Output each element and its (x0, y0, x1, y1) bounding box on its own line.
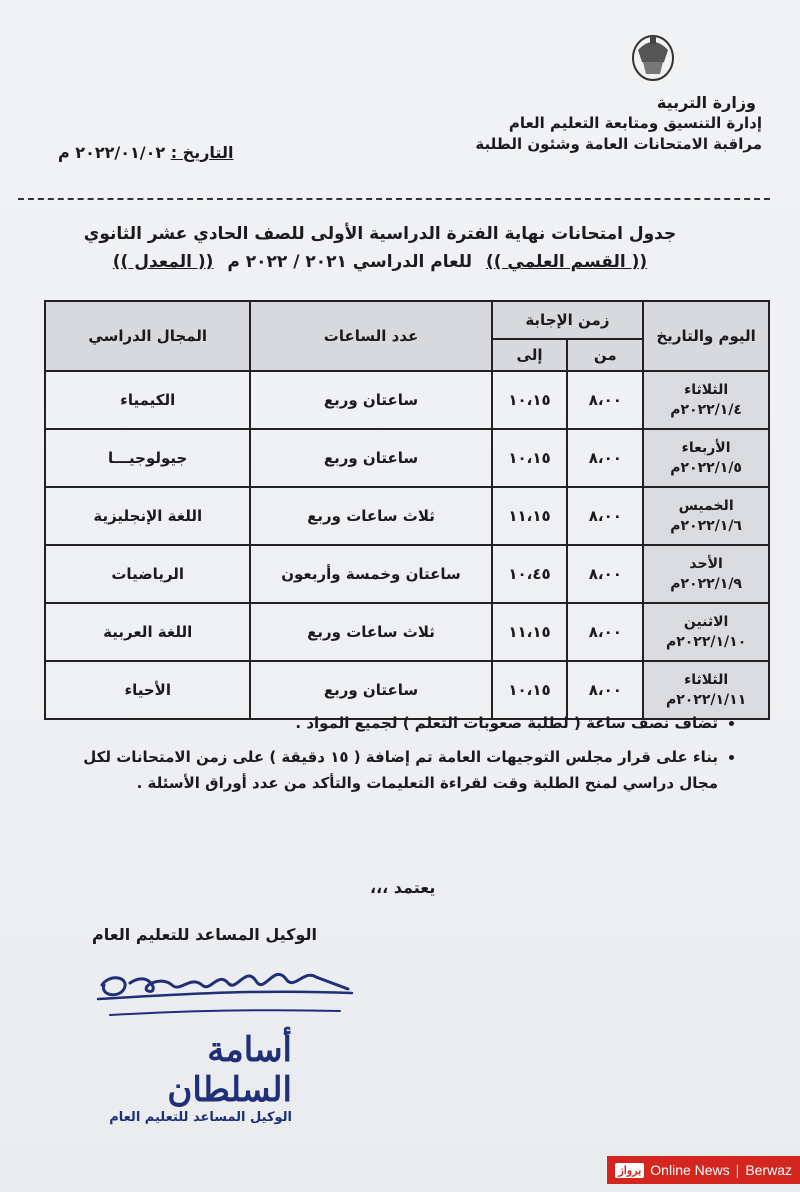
hours-cell: ساعتان وربع (250, 661, 491, 719)
table-row (45, 603, 769, 661)
from-cell: ٨،٠٠ (567, 603, 643, 661)
day-name: الثلاثاء (684, 672, 729, 688)
watermark-brand-name: Berwaz (745, 1162, 792, 1178)
to-cell: ١٠،١٥ (492, 371, 568, 429)
watermark-brand-en: Online News (650, 1162, 730, 1178)
department-name: إدارة التنسيق ومتابعة التعليم العام (508, 114, 762, 132)
date-value: ٢٠٢٢/٠١/٠٢ م (58, 143, 166, 162)
day-cell (643, 545, 769, 603)
header-to: إلى (492, 339, 568, 371)
watermark-separator: | (735, 1162, 740, 1178)
hours-cell: ثلاث ساعات وربع (250, 487, 491, 545)
title-modified: (( المعدل )) (112, 252, 214, 272)
approval-text: يعتمد ،،، (370, 878, 436, 897)
table-row (45, 545, 769, 603)
to-cell: ١٠،١٥ (492, 661, 568, 719)
to-cell: ١١،١٥ (492, 487, 568, 545)
hours-cell: ساعتان وخمسة وأربعون (250, 545, 491, 603)
title-line-2 (60, 248, 700, 276)
title-section: (( القسم العلمي )) (485, 252, 648, 272)
subject-cell: اللغة الإنجليزية (45, 487, 250, 545)
title-year: للعام الدراسي ٢٠٢١ / ٢٠٢٢ م (227, 252, 473, 272)
day-date: ٢٠٢٢/١/١٠م (665, 634, 747, 650)
subject-cell: اللغة العربية (45, 603, 250, 661)
header-hours: عدد الساعات (250, 301, 491, 371)
to-cell: ١٠،١٥ (492, 429, 568, 487)
subject-cell: جيولوجيـــا (45, 429, 250, 487)
day-cell (643, 603, 769, 661)
note-item: • بناء على قرار مجلس التوجيهات العامة تم إضافة ( ١٥ دقيقة ) على زمن الامتحانات لكل مجال دراسي لمنح الطلبة وقت لقراءة التعليمات والتأكد من عدد أوراق الأسئلة . (60, 744, 718, 796)
from-cell: ٨،٠٠ (567, 429, 643, 487)
table-row (45, 487, 769, 545)
notes-list (60, 710, 740, 804)
ministry-header (462, 92, 762, 155)
stamp-role: الوكيل المساعد للتعليم العام (109, 1110, 292, 1125)
berwaz-logo-icon: برواز (615, 1163, 644, 1178)
day-date: ٢٠٢٢/١/١١م (665, 692, 747, 708)
subject-cell: الرياضيات (45, 545, 250, 603)
from-cell: ٨،٠٠ (567, 545, 643, 603)
to-cell: ١٠،٤٥ (492, 545, 568, 603)
to-cell: ١١،١٥ (492, 603, 568, 661)
day-name: الأحد (689, 556, 723, 572)
handwritten-signature (90, 955, 360, 1025)
table-row (45, 371, 769, 429)
hours-cell: ثلاث ساعات وربع (250, 603, 491, 661)
header-subject: المجال الدراسي (45, 301, 250, 371)
exam-schedule-table (44, 300, 770, 720)
day-name: الثلاثاء (684, 382, 729, 398)
section-name: مراقبة الامتحانات العامة وشئون الطلبة (475, 135, 762, 153)
kuwait-emblem-icon (628, 28, 678, 86)
document-date (58, 143, 233, 162)
document-title (60, 220, 700, 276)
from-cell: ٨،٠٠ (567, 487, 643, 545)
note-item: • تضاف نصف ساعة ( لطلبة صعوبات التعلم ) لجميع المواد . (60, 710, 718, 736)
day-cell (643, 371, 769, 429)
header-divider (18, 198, 770, 200)
stamp-name: أسامة السلطان (167, 1030, 292, 1110)
day-cell (643, 487, 769, 545)
date-label: التاريخ : (170, 143, 234, 162)
header-day-date: اليوم والتاريخ (643, 301, 769, 371)
header-answer-time: زمن الإجابة (492, 301, 644, 339)
table-row (45, 429, 769, 487)
name-stamp (92, 1030, 292, 1125)
hours-cell: ساعتان وربع (250, 429, 491, 487)
news-watermark (607, 1156, 800, 1184)
day-name: الخميس (678, 498, 734, 514)
day-cell (643, 429, 769, 487)
title-line-1: جدول امتحانات نهاية الفترة الدراسية الأولى للصف الحادي عشر الثانوي (83, 224, 677, 244)
ministry-name: وزارة التربية (656, 93, 756, 112)
subject-cell: الكيمياء (45, 371, 250, 429)
day-date: ٢٠٢٢/١/٦م (670, 518, 742, 534)
day-date: ٢٠٢٢/١/٤م (670, 402, 742, 418)
signatory-title: الوكيل المساعد للتعليم العام (92, 925, 317, 944)
hours-cell: ساعتان وربع (250, 371, 491, 429)
subject-cell: الأحياء (45, 661, 250, 719)
day-date: ٢٠٢٢/١/٥م (670, 460, 742, 476)
day-name: الأربعاء (681, 440, 731, 456)
day-date: ٢٠٢٢/١/٩م (670, 576, 742, 592)
header-from: من (567, 339, 643, 371)
from-cell: ٨،٠٠ (567, 371, 643, 429)
from-cell: ٨،٠٠ (567, 661, 643, 719)
day-name: الاثنين (683, 614, 729, 630)
